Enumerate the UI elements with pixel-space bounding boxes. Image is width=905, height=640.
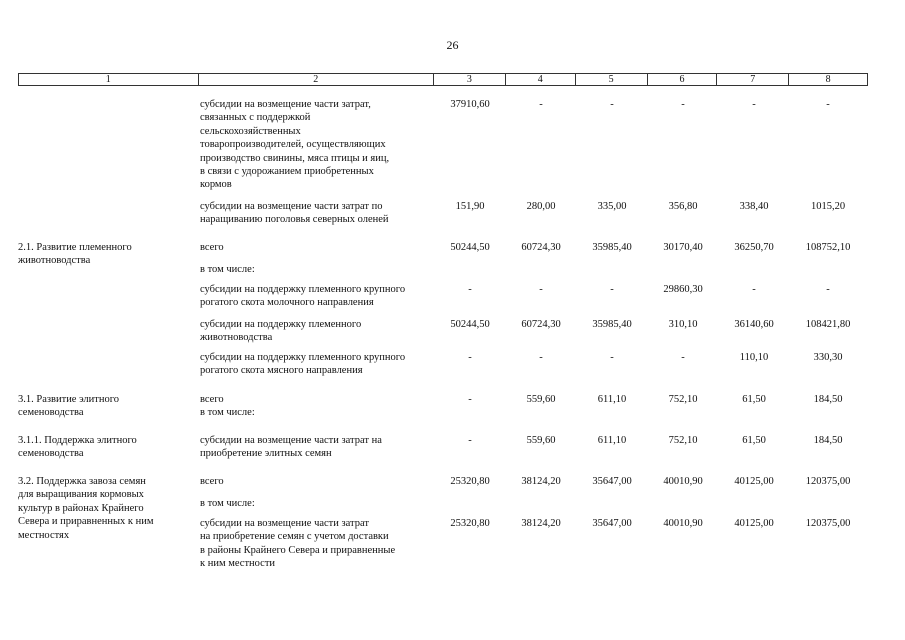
table-row-7-value-col-4: - <box>539 352 543 363</box>
table-row-9-value-col-5: 611,10 <box>597 435 627 446</box>
table-row-1-value-col-6: - <box>681 99 685 110</box>
table-row-3-value-col-8: 108752,10 <box>805 242 851 253</box>
table-row-2-value-col-3: 151,90 <box>455 201 485 212</box>
table-row-12-value-col-8: 120375,00 <box>805 518 851 529</box>
table-row-5-value-col-8: - <box>826 284 830 295</box>
table-row-7-value-col-3: - <box>468 352 472 363</box>
table-row-8-description: всего в том числе: <box>200 394 255 419</box>
table-row-7-value-col-8: 330,30 <box>813 352 843 363</box>
table-row-10-value-col-3: 25320,80 <box>450 476 490 487</box>
table-row-11-description: в том числе: <box>200 498 255 509</box>
table-row-2-value-col-4: 280,00 <box>526 201 556 212</box>
table-row-2-description: субсидии на возмещение части затрат по наращиванию поголовья северных оленей <box>200 201 389 226</box>
table-row-9-value-col-4: 559,60 <box>526 435 556 446</box>
table-row-8-value-col-7: 61,50 <box>742 394 766 405</box>
table-row-12-value-col-7: 40125,00 <box>734 518 774 529</box>
table-row-2-value-col-6: 356,80 <box>668 201 698 212</box>
table-row-10-value-col-7: 40125,00 <box>734 476 774 487</box>
header-col-1: 1 <box>19 74 199 85</box>
table-row-9-value-col-7: 61,50 <box>742 435 766 446</box>
table-row-7-value-col-5: - <box>610 352 614 363</box>
table-row-7-value-col-6: - <box>681 352 685 363</box>
table-row-1-value-col-5: - <box>610 99 614 110</box>
table-row-7-value-col-7: 110,10 <box>739 352 769 363</box>
table-row-7-description: субсидии на поддержку племенного крупного рогатого скота мясного направления <box>200 352 406 377</box>
table-row-12-description: субсидии на возмещение части затрат на приобретение семян с учетом доставки в районы Крайнего Севера и приравненные к ним местности <box>200 518 396 570</box>
table-row-9-indicator: 3.1.1. Поддержка элитного семеноводства <box>18 435 137 460</box>
table-row-3-value-col-6: 30170,40 <box>663 242 703 253</box>
table-row-4-description: в том числе: <box>200 264 255 275</box>
table-row-10-value-col-4: 38124,20 <box>521 476 561 487</box>
table-row-3-value-col-3: 50244,50 <box>450 242 490 253</box>
table-row-8-indicator: 3.1. Развитие элитного семеноводства <box>18 394 120 419</box>
header-col-3: 3 <box>434 74 506 85</box>
table-row-1-value-col-7: - <box>752 99 756 110</box>
table-row-3-value-col-4: 60724,30 <box>521 242 561 253</box>
table-row-6-value-col-7: 36140,60 <box>734 319 774 330</box>
table-row-9-value-col-6: 752,10 <box>668 435 698 446</box>
table-row-8-value-col-8: 184,50 <box>813 394 843 405</box>
table-row-6-value-col-4: 60724,30 <box>521 319 561 330</box>
header-col-7: 7 <box>717 74 789 85</box>
table-row-8-value-col-3: - <box>468 394 472 405</box>
table-row-5-value-col-3: - <box>468 284 472 295</box>
table-row-6-description: субсидии на поддержку племенного животноводства <box>200 319 362 344</box>
table-row-12-value-col-6: 40010,90 <box>663 518 703 529</box>
table-row-12-value-col-5: 35647,00 <box>592 518 632 529</box>
table-row-1-value-col-3: 37910,60 <box>450 99 490 110</box>
table-row-6-value-col-3: 50244,50 <box>450 319 490 330</box>
table-row-6-value-col-8: 108421,80 <box>805 319 851 330</box>
table-row-5-value-col-6: 29860,30 <box>663 284 703 295</box>
table-row-6-value-col-6: 310,10 <box>668 319 698 330</box>
page-number: 26 <box>446 38 459 52</box>
table-header-row <box>18 73 868 86</box>
table-row-3-description: всего <box>200 242 224 253</box>
header-col-8: 8 <box>825 74 831 85</box>
table-row-10-indicator: 3.2. Поддержка завоза семян для выращивания кормовых культур в районах Крайнего Севера и приравненных к ним местностях <box>18 476 154 541</box>
table-row-1-value-col-4: - <box>539 99 543 110</box>
table-row-1-description: субсидии на возмещение части затрат, связанных с поддержкой сельскохозяйственных товаропроизводителей, осуществляющих производство свинины, мяса птицы и яиц, в связи с удорожанием приобретенных кормов <box>200 99 390 191</box>
table-row-6-value-col-5: 35985,40 <box>592 319 632 330</box>
table-row-5-value-col-5: - <box>610 284 614 295</box>
table-row-2-value-col-8: 1015,20 <box>810 201 846 212</box>
table-row-10-description: всего <box>200 476 224 487</box>
table-row-9-value-col-3: - <box>468 435 472 446</box>
table-row-5-value-col-4: - <box>539 284 543 295</box>
table-row-5-description: субсидии на поддержку племенного крупного рогатого скота молочного направления <box>200 284 406 309</box>
table-row-9-description: субсидии на возмещение части затрат на приобретение элитных семян <box>200 435 382 460</box>
table-row-8-value-col-5: 611,10 <box>597 394 627 405</box>
table-row-3-value-col-7: 36250,70 <box>734 242 774 253</box>
table-row-2-value-col-5: 335,00 <box>597 201 627 212</box>
table-row-1-value-col-8: - <box>826 99 830 110</box>
table-row-10-value-col-5: 35647,00 <box>592 476 632 487</box>
table-row-3-indicator: 2.1. Развитие племенного животноводства <box>18 242 132 267</box>
table-row-10-value-col-6: 40010,90 <box>663 476 703 487</box>
header-col-4: 4 <box>506 74 576 85</box>
table-row-12-value-col-4: 38124,20 <box>521 518 561 529</box>
table-row-10-value-col-8: 120375,00 <box>805 476 851 487</box>
table-row-5-value-col-7: - <box>752 284 756 295</box>
header-col-2: 2 <box>199 74 434 85</box>
table-row-3-value-col-5: 35985,40 <box>592 242 632 253</box>
table-row-12-value-col-3: 25320,80 <box>450 518 490 529</box>
header-col-6: 6 <box>648 74 718 85</box>
header-col-5: 5 <box>576 74 648 85</box>
table-row-8-value-col-6: 752,10 <box>668 394 698 405</box>
table-row-9-value-col-8: 184,50 <box>813 435 843 446</box>
table-row-2-value-col-7: 338,40 <box>739 201 769 212</box>
table-row-8-value-col-4: 559,60 <box>526 394 556 405</box>
